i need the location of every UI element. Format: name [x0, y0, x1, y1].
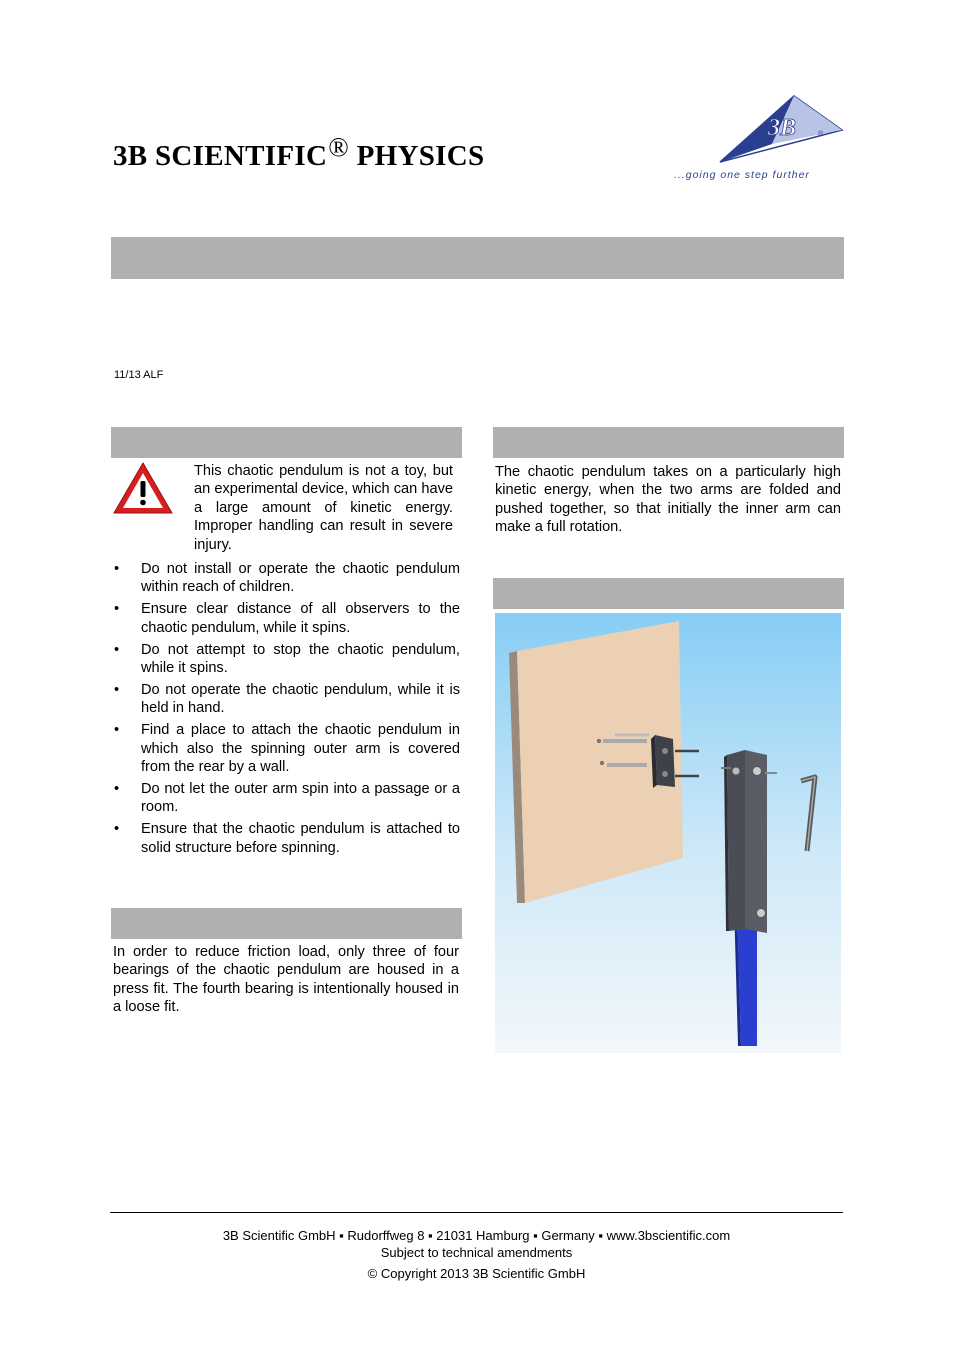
notes-text: In order to reduce friction load, only three of four bearings of the chaotic pendulum are housed in a press fit. The fourth bearing is intentionally housed in a loose fit. — [113, 944, 459, 1016]
footer-copyright: © Copyright 2013 3B Scientific GmbH — [367, 1266, 586, 1281]
company-logo — [672, 92, 847, 184]
list-item: • Find a place to attach the chaotic pendulum in which also the spinning outer arm is covered from the rear by a wall. — [114, 722, 460, 776]
pendulum-assembly-figure — [495, 613, 841, 1053]
footer-divider — [110, 1212, 843, 1213]
logo-tagline: ...going one step further — [674, 169, 810, 181]
document-code: 11/13 ALF — [114, 369, 164, 381]
safety-intro-text: This chaotic pendulum is not a toy, but an experimental device, which can have a large amount of kinetic energy. Improper handling can result in severe injury. — [194, 463, 453, 553]
list-item: • Ensure clear distance of all observers to the chaotic pendulum, while it spins. — [114, 601, 460, 636]
list-item: • Do not attempt to stop the chaotic pendulum, while it spins. — [114, 641, 460, 677]
safety-bullet-list — [113, 560, 460, 861]
logo-reg: ® — [818, 131, 824, 138]
list-item: • Do not install or operate the chaotic pendulum within reach of children. — [114, 561, 460, 596]
energy-section-header — [493, 427, 844, 458]
safety-section-header — [111, 427, 462, 458]
list-item: • Do not let the outer arm spin into a passage or a room. — [114, 780, 460, 816]
list-item: • Ensure that the chaotic pendulum is attached to solid structure before spinning. — [114, 821, 460, 856]
footer-amendments: Subject to technical amendments — [380, 1245, 573, 1260]
notes-section-header — [111, 908, 462, 939]
energy-text: The chaotic pendulum takes on a particularly high kinetic energy, when the two arms are folded and pushed together, so that initially the inner arm can make a full rotation. — [495, 464, 841, 536]
title-bar — [111, 237, 844, 279]
logo-mark: 3B — [768, 115, 797, 141]
footer-address: 3B Scientific GmbH ▪ Rudorffweg 8 ▪ 21031 Hamburg ▪ Germany ▪ www.3bscientific.com — [222, 1228, 731, 1243]
warning-triangle-icon — [112, 461, 174, 515]
brand-title: 3B SCIENTIFIC® PHYSICS — [113, 132, 485, 172]
figure-section-header — [493, 578, 844, 609]
list-item: • Do not operate the chaotic pendulum, while it is held in hand. — [114, 681, 460, 717]
